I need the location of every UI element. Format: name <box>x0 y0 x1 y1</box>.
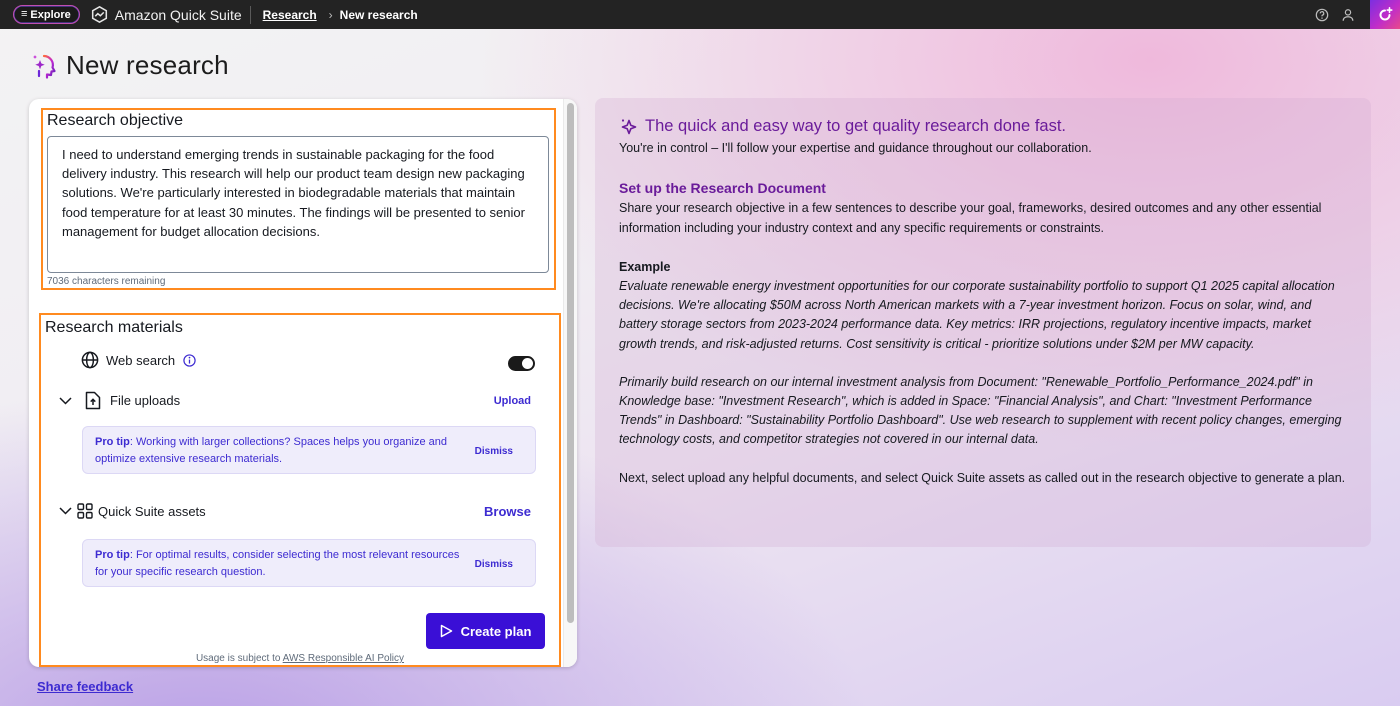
quick-launch-icon[interactable] <box>1370 0 1400 29</box>
research-objective-section <box>41 108 556 290</box>
explore-label: Explore <box>30 8 71 21</box>
assets-pro-tip <box>82 539 536 587</box>
responsible-ai-policy-link[interactable]: AWS Responsible AI Policy <box>282 653 405 664</box>
chevron-down-icon[interactable] <box>59 397 73 405</box>
web-search-row <box>81 351 196 369</box>
file-upload-icon <box>85 391 101 410</box>
scrollbar-thumb[interactable] <box>567 103 574 623</box>
scrollbar[interactable] <box>563 99 577 667</box>
user-icon[interactable] <box>1340 7 1356 23</box>
guidance-panel <box>595 98 1371 547</box>
info-icon[interactable] <box>183 354 196 367</box>
quick-suite-assets-label: Quick Suite assets <box>98 503 206 519</box>
research-sparkle-icon <box>30 52 58 80</box>
example-heading: Example <box>619 259 671 274</box>
example-text-1: Evaluate renewable energy investment opportunities for our corporate sustainability portfolio to support Q1 2025 capital allocation decisions. We're allocating $50M across North American markets with a 7-year investment horizon. Focus on solar, wind, and battery storage sectors from 2023-2024 performance data. Key metrics: IRR projections, regulatory incentive impacts, market growth trends, and risk-adjusted returns. Cost sensitivity is critical - prioritize solutions under $2M per MW capacity. <box>619 279 1335 351</box>
research-objective-input[interactable] <box>47 136 549 273</box>
brand[interactable] <box>91 6 242 23</box>
play-icon <box>440 624 453 638</box>
page-title: New research <box>66 50 229 80</box>
chevron-right-icon: › <box>328 7 333 22</box>
quick-suite-assets-row[interactable] <box>59 503 206 519</box>
research-materials-heading: Research materials <box>45 319 183 336</box>
research-objective-heading: Research objective <box>47 112 184 129</box>
dismiss-tip-button[interactable]: Dismiss <box>474 446 513 457</box>
file-uploads-pro-tip <box>82 426 536 474</box>
create-plan-label: Create plan <box>460 623 532 639</box>
research-form-card <box>29 99 577 667</box>
guidance-headline: The quick and easy way to get quality research done fast. <box>619 117 1347 137</box>
top-navigation-bar <box>0 0 1400 29</box>
breadcrumb-research[interactable]: Research <box>262 7 317 22</box>
toggle-knob <box>522 358 533 369</box>
globe-icon <box>81 351 99 369</box>
quick-suite-logo-icon <box>91 6 108 23</box>
next-step-text: Next, select upload any helpful documents, and select Quick Suite assets as called out in the research objective to generate a plan. <box>619 470 1346 485</box>
browse-link[interactable]: Browse <box>484 504 531 519</box>
setup-text: Share your research objective in a few sentences to describe your goal, frameworks, desired outcomes and any other essential information including your industry context and any specific requirements or constraints. <box>619 201 1322 235</box>
guidance-intro: You're in control – I'll follow your expertise and guidance throughout our collaboration. <box>619 141 1092 155</box>
file-uploads-label: File uploads <box>110 393 181 408</box>
file-uploads-row[interactable] <box>59 391 180 410</box>
upload-link[interactable]: Upload <box>493 395 531 407</box>
example-text-2: Primarily build research on our internal investment analysis from Document: "Renewable_Portfolio_Performance_2024.pdf" in Knowledge base: "Investment Research", which is added in Space: "Financial Analysis", and Chart: "Investment Performance Trends" in Dashboard: "Sustainability Portfolio Dashboard". Use web research to supplement with recent policy changes, emerging technology costs, and competitor strategies not covered in our internal data. <box>619 374 1342 447</box>
usage-notice: Usage is subject to AWS Responsible AI Policy <box>195 653 405 664</box>
page-header <box>30 50 229 81</box>
research-materials-section <box>39 313 561 667</box>
share-feedback-link[interactable]: Share feedback <box>37 679 134 694</box>
pro-tip-text: Pro tip: For optimal results, consider selecting the most relevant resources for your specific research question. <box>95 549 460 578</box>
pro-tip-text: Pro tip: Working with larger collections? Spaces helps you organize and optimize extensive research materials. <box>95 436 447 465</box>
characters-remaining: 7036 characters remaining <box>47 276 166 287</box>
dismiss-tip-button[interactable]: Dismiss <box>474 559 513 570</box>
brand-name: Amazon Quick Suite <box>114 6 242 23</box>
assets-grid-icon <box>77 503 93 519</box>
web-search-toggle[interactable] <box>508 356 535 371</box>
breadcrumb-current: New research <box>339 7 418 22</box>
explore-button[interactable] <box>13 5 80 24</box>
setup-heading: Set up the Research Document <box>619 180 826 197</box>
sparkle-icon <box>619 117 639 137</box>
web-search-label: Web search <box>106 352 176 368</box>
chevron-down-icon[interactable] <box>59 507 73 515</box>
menu-icon: ≡ <box>21 8 28 20</box>
divider <box>250 6 251 24</box>
help-icon[interactable] <box>1314 7 1330 23</box>
create-plan-button[interactable] <box>426 613 545 649</box>
